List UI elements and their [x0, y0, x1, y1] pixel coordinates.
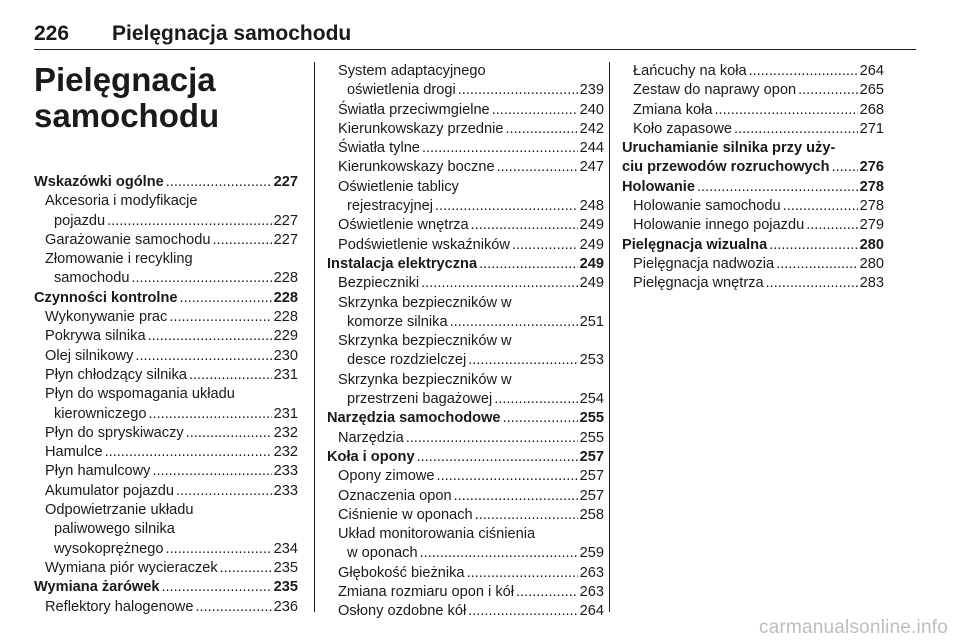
- toc-entry-text: Czynności kontrolne: [34, 289, 178, 306]
- toc-entry-text: Odpowietrzanie układu: [45, 502, 194, 519]
- dot-leader: [422, 139, 578, 158]
- toc-entry-text: oświetlenia drogi: [347, 82, 456, 99]
- toc-entry[interactable]: [327, 139, 604, 158]
- toc-entry[interactable]: [327, 564, 604, 583]
- toc-entry-page: 244: [579, 140, 604, 157]
- toc-entry-page: 257: [579, 448, 604, 465]
- toc-entry-page: 249: [579, 236, 604, 253]
- toc-entry-page: 227: [273, 212, 298, 229]
- toc-entry-text: w oponach: [347, 545, 418, 562]
- toc-entry-page: 232: [273, 444, 298, 461]
- toc-entry[interactable]: [34, 443, 298, 462]
- dot-leader: [107, 212, 272, 231]
- toc-entry-page: 247: [579, 159, 604, 176]
- dot-leader: [180, 289, 272, 308]
- dot-leader: [450, 313, 578, 332]
- toc-entry[interactable]: [327, 371, 604, 390]
- toc-entry-text: Zmiana rozmiaru opon i kół: [338, 584, 515, 601]
- toc-entry-text: Oświetlenie tablicy: [338, 178, 459, 195]
- dot-leader: [213, 231, 272, 250]
- toc-entry-page: 236: [273, 598, 298, 615]
- toc-entry[interactable]: [327, 429, 604, 448]
- toc-entry-text: Łańcuchy na koła: [633, 63, 747, 79]
- dot-leader: [832, 158, 858, 177]
- dot-leader: [497, 158, 578, 177]
- toc-entry-page: 255: [579, 410, 604, 427]
- toc-entry-page: 280: [859, 236, 884, 253]
- toc-entry[interactable]: [622, 81, 884, 100]
- toc-entry[interactable]: [327, 313, 604, 332]
- chapter-title-line: Pielęgnacja: [34, 61, 216, 98]
- toc-entry-page: 249: [579, 217, 604, 234]
- toc-entry-text: przestrzeni bagażowej: [347, 391, 493, 408]
- dot-leader: [749, 62, 858, 81]
- toc-entry-text: Bezpieczniki: [338, 275, 420, 292]
- dot-leader: [421, 274, 578, 293]
- toc-entry-page: 257: [579, 487, 604, 504]
- dot-leader: [715, 101, 858, 120]
- toc-entry-page: 228: [273, 309, 298, 326]
- column-divider: [314, 62, 315, 612]
- toc-entry-text: Akcesoria i modyfikacje: [45, 193, 198, 210]
- dot-leader: [406, 429, 578, 448]
- dot-leader: [512, 236, 578, 255]
- dot-leader: [169, 308, 271, 327]
- toc-entry-text: Holowanie samochodu: [633, 198, 781, 215]
- toc-entry-text: Układ monitorowania ciśnienia: [338, 526, 536, 543]
- dot-leader: [479, 255, 578, 274]
- toc-section-entry[interactable]: [34, 578, 298, 597]
- toc-entry[interactable]: [34, 327, 298, 346]
- toc-entry-text: Oświetlenie wnętrza: [338, 217, 469, 234]
- toc-entry-text: komorze silnika: [347, 313, 448, 330]
- toc-entry[interactable]: [622, 197, 884, 216]
- dot-leader: [166, 173, 272, 192]
- page-number: 226: [34, 22, 70, 45]
- dot-leader: [468, 602, 577, 621]
- toc-entry-page: 259: [579, 545, 604, 562]
- toc-entry[interactable]: [327, 351, 604, 370]
- toc-entry-text: Płyn do spryskiwaczy: [45, 424, 184, 441]
- toc-entry-text: Hamulce: [45, 444, 103, 461]
- toc-entry-text: Głębokość bieżnika: [338, 564, 465, 581]
- dot-leader: [697, 178, 858, 197]
- dot-leader: [492, 101, 578, 120]
- toc-column-2: [327, 62, 604, 622]
- toc-entry-text: Koło zapasowe: [633, 120, 732, 137]
- toc-entry-text: Światła tylne: [338, 140, 420, 157]
- toc-section-entry[interactable]: [622, 158, 884, 177]
- toc-entry[interactable]: [327, 120, 604, 139]
- toc-entry[interactable]: [327, 178, 604, 197]
- header-rule: [34, 49, 916, 50]
- toc-entry-page: 276: [859, 159, 884, 176]
- toc-entry-text: Wskazówki ogólne: [34, 174, 164, 190]
- dot-leader: [131, 269, 271, 288]
- dot-leader: [161, 578, 271, 597]
- dot-leader: [189, 366, 272, 385]
- toc-entry[interactable]: [34, 212, 298, 231]
- toc-entry-page: 255: [579, 429, 604, 446]
- toc-entry-text: pojazdu: [54, 212, 106, 229]
- toc-entry[interactable]: [327, 602, 604, 621]
- toc-entry-page: 234: [273, 540, 298, 557]
- toc-entry-page: 231: [273, 366, 298, 383]
- toc-entry[interactable]: [622, 255, 884, 274]
- toc-entry[interactable]: [34, 308, 298, 327]
- toc-entry[interactable]: [34, 520, 298, 539]
- toc-column-3: [622, 62, 884, 294]
- page-header: [34, 22, 914, 46]
- dot-leader: [454, 487, 578, 506]
- toc-entry[interactable]: [327, 158, 604, 177]
- toc-entry[interactable]: [327, 81, 604, 100]
- dot-leader: [783, 197, 858, 216]
- toc-entry-text: Wykonywanie prac: [45, 309, 168, 326]
- toc-entry-page: 240: [579, 101, 604, 118]
- toc-entry[interactable]: [34, 424, 298, 443]
- toc-entry-page: 229: [273, 328, 298, 345]
- dot-leader: [806, 216, 857, 235]
- toc-section-entry[interactable]: [622, 236, 884, 255]
- toc-entry-text: Pielęgnacja wnętrza: [633, 275, 764, 292]
- toc-entry-page: 278: [859, 178, 884, 195]
- toc-entry-page: 271: [859, 120, 884, 137]
- toc-section-entry[interactable]: [327, 448, 604, 467]
- toc-entry-page: 228: [273, 270, 298, 287]
- toc-entry-text: Zmiana koła: [633, 101, 713, 118]
- toc-entry-page: 254: [579, 391, 604, 408]
- dot-leader: [769, 236, 857, 255]
- toc-entry-page: 257: [579, 468, 604, 485]
- toc-entry-text: Garażowanie samochodu: [45, 231, 211, 248]
- toc-section-entry[interactable]: [327, 409, 604, 428]
- chapter-title: [34, 62, 219, 134]
- toc-entry-page: 263: [579, 584, 604, 601]
- dot-leader: [471, 216, 578, 235]
- dot-leader: [186, 424, 272, 443]
- dot-leader: [505, 120, 577, 139]
- toc-entry-page: 263: [579, 564, 604, 581]
- toc-entry-page: 228: [273, 289, 298, 306]
- toc-entry[interactable]: [327, 390, 604, 409]
- dot-leader: [166, 540, 272, 559]
- toc-entry-text: desce rozdzielczej: [347, 352, 467, 369]
- column-divider: [609, 62, 610, 612]
- toc-entry-text: Koła i opony: [327, 448, 415, 465]
- toc-entry-text: Akumulator pojazdu: [45, 482, 174, 499]
- toc-entry-text: System adaptacyjnego: [338, 63, 486, 79]
- toc-entry[interactable]: [34, 540, 298, 559]
- toc-entry-text: samochodu: [54, 270, 130, 287]
- toc-entry[interactable]: [622, 120, 884, 139]
- toc-entry-page: 232: [273, 424, 298, 441]
- toc-entry-page: 227: [273, 231, 298, 248]
- toc-entry[interactable]: [34, 559, 298, 578]
- toc-entry-page: 242: [579, 120, 604, 137]
- toc-entry[interactable]: [34, 250, 298, 269]
- toc-entry[interactable]: [34, 269, 298, 288]
- toc-entry-page: 233: [273, 463, 298, 480]
- toc-entry-text: paliwowego silnika: [54, 521, 175, 538]
- dot-leader: [220, 559, 272, 578]
- dot-leader: [734, 120, 858, 139]
- toc-entry-text: Pielęgnacja wizualna: [622, 236, 768, 253]
- watermark: carmanualsonline.info: [758, 617, 948, 638]
- toc-entry[interactable]: [622, 216, 884, 235]
- toc-entry-text: wysokoprężnego: [54, 540, 164, 557]
- dot-leader: [437, 467, 578, 486]
- toc-section-entry[interactable]: [34, 289, 298, 308]
- toc-entry-page: 268: [859, 101, 884, 118]
- toc-entry[interactable]: [327, 583, 604, 602]
- dot-leader: [503, 409, 578, 428]
- toc-entry[interactable]: [327, 487, 604, 506]
- toc-entry-text: Kierunkowskazy przednie: [338, 120, 504, 137]
- toc-entry-text: Reflektory halogenowe: [45, 598, 194, 615]
- toc-entry-text: Wymiana piór wycieraczek: [45, 559, 218, 576]
- dot-leader: [776, 255, 857, 274]
- toc-entry-page: 230: [273, 347, 298, 364]
- toc-entry-page: 258: [579, 506, 604, 523]
- dot-leader: [435, 197, 578, 216]
- toc-entry[interactable]: [327, 62, 604, 81]
- toc-entry[interactable]: [34, 482, 298, 501]
- toc-entry[interactable]: [622, 274, 884, 293]
- toc-entry-text: Oznaczenia opon: [338, 487, 452, 504]
- toc-entry[interactable]: [34, 405, 298, 424]
- toc-entry[interactable]: [34, 385, 298, 404]
- toc-entry-page: 239: [579, 82, 604, 99]
- toc-entry[interactable]: [327, 216, 604, 235]
- toc-entry-text: Holowanie: [622, 178, 695, 195]
- toc-entry-text: Płyn do wspomagania układu: [45, 386, 235, 403]
- dot-leader: [475, 506, 578, 525]
- chapter-title-line: samochodu: [34, 97, 220, 134]
- toc-entry-page: 235: [273, 579, 298, 596]
- toc-entry-page: 253: [579, 352, 604, 369]
- toc-entry-text: Olej silnikowy: [45, 347, 134, 364]
- toc-entry-page: 251: [579, 313, 604, 330]
- dot-leader: [458, 81, 578, 100]
- toc-entry[interactable]: [327, 332, 604, 351]
- toc-entry-text: Narzędzia samochodowe: [327, 410, 501, 427]
- toc-entry-page: 264: [579, 603, 604, 620]
- dot-leader: [494, 390, 577, 409]
- toc-entry-page: 265: [859, 82, 884, 99]
- dot-leader: [195, 598, 271, 617]
- toc-entry-text: Wymiana żarówek: [34, 579, 160, 596]
- toc-entry[interactable]: [327, 274, 604, 293]
- toc-column-1: [34, 173, 298, 617]
- toc-entry-page: 233: [273, 482, 298, 499]
- toc-entry-text: Skrzynka bezpieczników w: [338, 294, 512, 311]
- dot-leader: [467, 564, 578, 583]
- toc-entry[interactable]: [34, 501, 298, 520]
- toc-entry-text: Uruchamianie silnika przy uży-: [622, 140, 836, 157]
- toc-section-entry[interactable]: [622, 178, 884, 197]
- toc-entry-page: 280: [859, 255, 884, 272]
- toc-entry[interactable]: [327, 467, 604, 486]
- toc-entry-text: Pokrywa silnika: [45, 328, 146, 345]
- dot-leader: [420, 544, 578, 563]
- toc-entry[interactable]: [327, 294, 604, 313]
- toc-entry[interactable]: [327, 544, 604, 563]
- toc-entry[interactable]: [34, 347, 298, 366]
- dot-leader: [766, 274, 858, 293]
- toc-entry-text: Zestaw do naprawy opon: [633, 82, 797, 99]
- toc-entry-page: 278: [859, 198, 884, 215]
- toc-entry-page: 227: [273, 174, 298, 190]
- toc-entry-page: 248: [579, 198, 604, 215]
- toc-entry-text: Płyn hamulcowy: [45, 463, 151, 480]
- toc-entry-text: Osłony ozdobne kół: [338, 603, 467, 620]
- dot-leader: [135, 347, 271, 366]
- toc-entry-page: 249: [579, 255, 604, 272]
- toc-entry-text: Złomowanie i recykling: [45, 251, 193, 268]
- toc-section-entry[interactable]: [327, 255, 604, 274]
- toc-entry[interactable]: [622, 62, 884, 81]
- toc-entry-text: Skrzynka bezpieczników w: [338, 371, 512, 388]
- dot-leader: [516, 583, 578, 602]
- dot-leader: [417, 448, 578, 467]
- toc-entry[interactable]: [34, 366, 298, 385]
- toc-entry[interactable]: [34, 192, 298, 211]
- toc-entry-text: Ciśnienie w oponach: [338, 506, 473, 523]
- toc-entry-text: Holowanie innego pojazdu: [633, 217, 805, 234]
- toc-entry[interactable]: [327, 197, 604, 216]
- toc-entry-text: rejestracyjnej: [347, 198, 433, 215]
- toc-entry-page: 279: [859, 217, 884, 234]
- toc-entry-page: 249: [579, 275, 604, 292]
- toc-entry[interactable]: [34, 462, 298, 481]
- toc-entry-page: 235: [273, 559, 298, 576]
- dot-leader: [152, 462, 271, 481]
- toc-entry-page: 283: [859, 275, 884, 292]
- toc-entry-text: ciu przewodów rozruchowych: [622, 159, 830, 176]
- toc-entry-text: Skrzynka bezpieczników w: [338, 333, 512, 350]
- toc-entry-text: Narzędzia: [338, 429, 404, 446]
- toc-entry[interactable]: [327, 101, 604, 120]
- dot-leader: [148, 327, 272, 346]
- toc-entry-text: Światła przeciwmgielne: [338, 101, 490, 118]
- dot-leader: [798, 81, 858, 100]
- toc-entry[interactable]: [622, 101, 884, 120]
- toc-entry[interactable]: [327, 525, 604, 544]
- toc-entry-text: Podświetlenie wskaźników: [338, 236, 510, 253]
- toc-entry-text: kierowniczego: [54, 405, 147, 422]
- dot-leader: [468, 351, 577, 370]
- toc-entry-text: Płyn chłodzący silnika: [45, 366, 187, 383]
- dot-leader: [105, 443, 272, 462]
- toc-entry-text: Pielęgnacja nadwozia: [633, 255, 775, 272]
- toc-entry[interactable]: [34, 231, 298, 250]
- dot-leader: [176, 482, 272, 501]
- dot-leader: [148, 405, 271, 424]
- running-title: Pielęgnacja samochodu: [112, 22, 352, 45]
- toc-entry-text: Kierunkowskazy boczne: [338, 159, 495, 176]
- toc-entry-text: Instalacja elektryczna: [327, 255, 478, 272]
- toc-section-entry[interactable]: [622, 139, 884, 158]
- toc-section-entry[interactable]: [34, 173, 298, 192]
- toc-entry[interactable]: [327, 506, 604, 525]
- toc-entry-page: 231: [273, 405, 298, 422]
- toc-entry-page: 264: [859, 63, 884, 79]
- toc-entry-text: Opony zimowe: [338, 468, 435, 485]
- toc-entry[interactable]: [34, 598, 298, 617]
- toc-entry[interactable]: [327, 236, 604, 255]
